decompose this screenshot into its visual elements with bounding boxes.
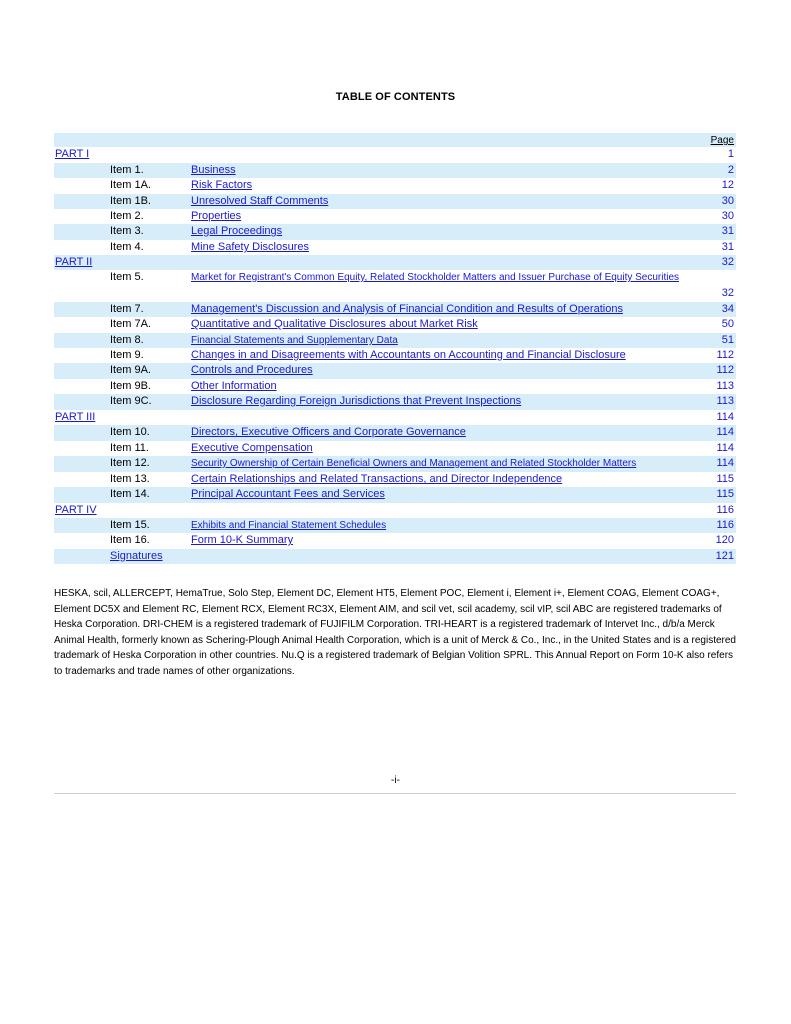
page-number: 31 [721,241,734,253]
item-number: Item 9C. [110,395,152,407]
toc-row [54,317,736,333]
item-number: Item 5. [110,271,144,283]
page-number: 120 [715,534,734,546]
toc-link[interactable]: Risk Factors [191,179,253,191]
item-number: Item 7. [110,303,144,315]
toc-row [54,472,736,487]
item-number: Item 16. [110,534,150,546]
item-number: Item 1. [110,164,144,176]
page-number: 116 [716,519,734,531]
toc-link[interactable]: Business [191,164,236,176]
item-number: Item 9B. [110,380,151,392]
page-number: 115 [716,473,734,485]
toc-row-part-4 [54,503,736,518]
item-number: Item 15. [110,519,150,531]
page-number: 121 [715,550,734,562]
page-number: 116 [716,504,734,516]
toc-row [54,240,736,255]
toc-link[interactable]: Directors, Executive Officers and Corporate Governance [191,426,466,438]
footer-divider [54,793,736,794]
item-number: Item 10. [110,426,150,438]
toc-row [54,333,736,348]
page-number: 1 [727,148,734,160]
toc-link[interactable]: Properties [191,210,242,222]
toc-row [54,348,736,363]
page-number: 114 [716,426,734,438]
toc-link[interactable]: Changes in and Disagreements with Accountants on Accounting and Financial Disclosure [191,349,626,361]
page-number: 2 [727,164,734,176]
toc-link[interactable]: Mine Safety Disclosures [191,241,309,253]
page-number: 32 [721,256,734,268]
page-number: 114 [716,457,734,469]
toc-row [54,487,736,503]
toc-row-part-1 [54,147,736,163]
toc-link[interactable]: Quantitative and Qualitative Disclosures about Market Risk [191,318,478,330]
page-number: 115 [716,488,734,500]
toc-row [54,425,736,441]
item-number: Item 11. [110,442,149,454]
item-number: Item 4. [110,241,144,253]
trademark-notice: HESKA, scil, ALLERCEPT, HemaTrue, Solo Step, Element DC, Element HT5, Element POC, Element i, Element i+, Element COAG, Element COAG+, Element DC5X and Element RC, Element RCX, Element RC3X, Element AIM, and scil vet, scil academy, scil vIP, scil ABC are registered trademarks of Heska Corporation. DRI-CHEM is a registered trademark of FUJIFILM Corporation. TRI-HEART is a registered trademark of Intervet Inc., d/b/a Merck Animal Health, formerly known as Schering-Plough Animal Health Corporation, which is a unit of Merck & Co., Inc., in the United States and is a registered trademark of Heska Corporation in other countries. Nu.Q is a registered trademark of Belgian Volition SPRL. This Annual Report on Form 10-K also refers to trademarks and trade names of other organizations. [54,588,736,677]
item-number: Item 13. [110,473,150,485]
toc-row [54,209,736,224]
page-number: 114 [716,442,734,454]
page-number: 30 [721,195,734,207]
toc-link[interactable]: Other Information [191,380,277,392]
toc-link[interactable]: Security Ownership of Certain Beneficial Owners and Management and Related Stockholder Matters [191,458,637,469]
page-number: 30 [721,210,734,222]
page-number: 31 [721,225,734,237]
toc-row-part-2 [54,255,736,270]
toc-row [54,394,736,410]
page-number: 32 [721,287,734,299]
toc-row [54,456,736,472]
page-number: 112 [716,349,734,361]
item-number: Item 1A. [110,179,151,191]
toc-row [54,302,736,317]
toc-row [54,441,736,456]
signatures-link[interactable]: Signatures [110,550,163,562]
toc-link[interactable]: Controls and Procedures [191,364,313,376]
page-number: 112 [716,364,734,376]
toc-link[interactable]: Financial Statements and Supplementary Data [191,335,398,346]
toc-row [54,379,736,394]
part-link[interactable]: PART III [55,411,96,423]
page-number: 113 [716,395,734,407]
toc-row [54,518,736,533]
page-title: TABLE OF CONTENTS [335,91,456,103]
part-link[interactable]: PART IV [55,504,97,516]
item-number: Item 8. [110,334,144,346]
toc-row [54,194,736,209]
toc-link[interactable]: Management's Discussion and Analysis of Financial Condition and Results of Operations [191,303,623,315]
page-number: 50 [721,318,734,330]
toc-link[interactable]: Certain Relationships and Related Transactions, and Director Independence [191,473,563,485]
page-column-header-row [54,133,736,147]
toc-row [54,178,736,194]
page-number: 12 [721,179,734,191]
toc-link[interactable]: Market for Registrant's Common Equity, Related Stockholder Matters and Issuer Purchase of Equity Securities [191,272,680,283]
toc-link[interactable]: Form 10-K Summary [191,534,294,546]
toc-row [54,533,736,549]
item-number: Item 7A. [110,318,151,330]
item-number: Item 9A. [110,364,151,376]
toc-row [54,163,736,178]
item-number: Item 14. [110,488,150,500]
toc-row [54,270,736,302]
part-link[interactable]: PART II [55,256,93,268]
toc-row [54,363,736,379]
page-number: 51 [721,334,734,346]
toc-link[interactable]: Unresolved Staff Comments [191,195,329,207]
page-footer-number: -i- [391,775,400,786]
toc-link[interactable]: Principal Accountant Fees and Services [191,488,385,500]
item-number: Item 9. [110,349,144,361]
toc-link[interactable]: Disclosure Regarding Foreign Jurisdictions that Prevent Inspections [191,395,522,407]
part-link[interactable]: PART I [55,148,90,160]
item-number: Item 12. [110,457,150,469]
page-number: 114 [716,411,734,423]
toc-row [54,549,736,564]
toc-row-part-3 [54,410,736,425]
toc-link[interactable]: Executive Compensation [191,442,313,454]
table-of-contents [54,133,736,564]
toc-link[interactable]: Legal Proceedings [191,225,283,237]
page-number: 34 [721,303,734,315]
toc-row [54,224,736,240]
item-number: Item 3. [110,225,144,237]
item-number: Item 1B. [110,195,151,207]
toc-link[interactable]: Exhibits and Financial Statement Schedules [191,520,387,531]
page-number: 113 [716,380,734,392]
item-number: Item 2. [110,210,144,222]
page-column-header: Page [710,135,734,146]
